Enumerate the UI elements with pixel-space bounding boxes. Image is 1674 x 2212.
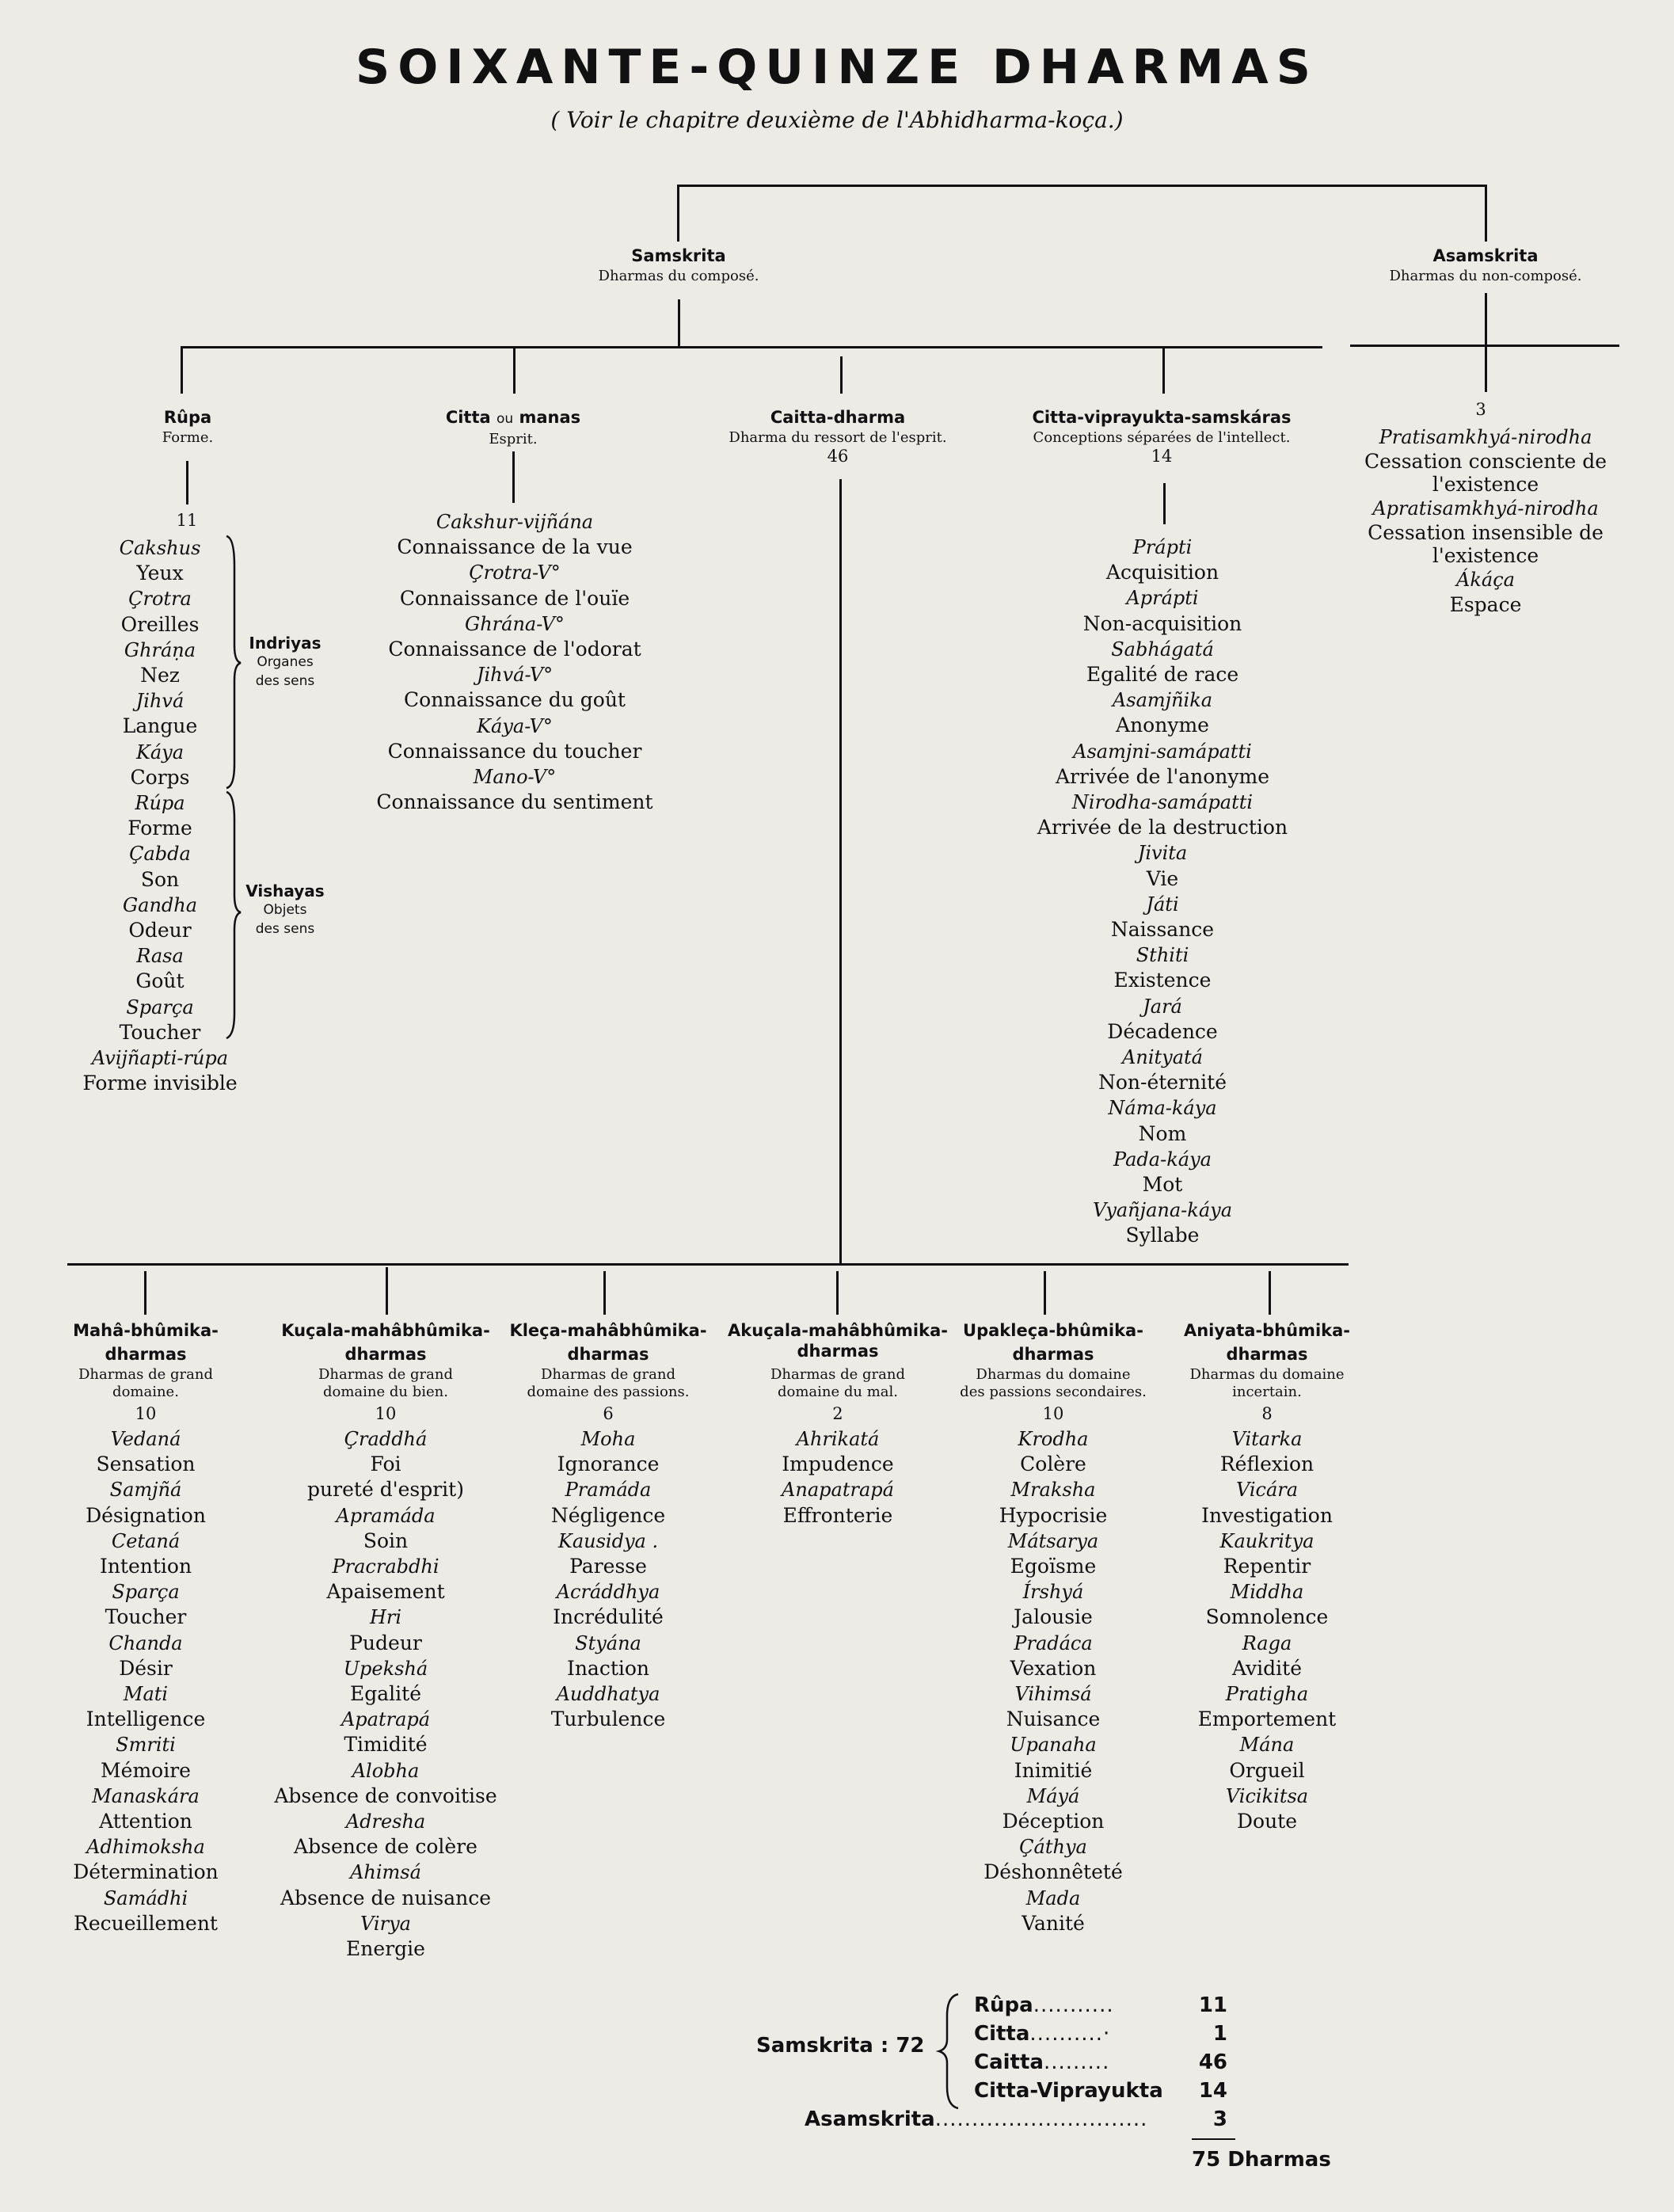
group-item-fr: Avidité xyxy=(1231,1656,1302,1680)
asamskrita-header xyxy=(1389,244,1581,285)
group-count: 10 xyxy=(135,1404,157,1423)
summary-asamskrita-value: 3 xyxy=(1212,2107,1227,2131)
group-item-sk: Vicikitsa xyxy=(1225,1784,1309,1807)
indriyas-label xyxy=(238,634,333,691)
group-name: dharmas xyxy=(567,1345,649,1364)
group-item-sk: Ahrikatá xyxy=(796,1428,880,1450)
summary-label: Rûpa xyxy=(974,1993,1033,2017)
indriyas-desc: Organes xyxy=(257,654,314,670)
summary-row xyxy=(974,2022,1227,2050)
citta-item-sk: Káya-V° xyxy=(477,714,553,737)
group-item-sk: Cetaná xyxy=(111,1529,181,1552)
group-item-fr: Impudence xyxy=(782,1452,894,1476)
group-list xyxy=(1184,1426,1350,1834)
viprayukta-item-fr: Arrivée de l'anonyme xyxy=(1055,764,1270,788)
viprayukta-item-sk: Prápti xyxy=(1132,536,1193,558)
vishayas-label xyxy=(238,881,333,938)
group-item-sk: Styána xyxy=(575,1631,641,1654)
group-item-sk: Moha xyxy=(580,1428,636,1450)
citta-name-or: ou xyxy=(496,411,514,427)
group-item-sk: Máyá xyxy=(1026,1784,1080,1807)
group-item-fr: Repentir xyxy=(1223,1555,1311,1578)
group-item-sk: Kaukritya xyxy=(1219,1529,1314,1552)
group-item-sk: Vihimsá xyxy=(1014,1683,1092,1706)
rupa-braces xyxy=(220,535,244,1041)
group-1 xyxy=(274,1319,496,1962)
group-item-sk: Çraddhá xyxy=(344,1428,428,1450)
viprayukta-item-sk: Náma-káya xyxy=(1108,1097,1217,1120)
group-name: Mahâ-bhûmika- xyxy=(73,1321,219,1340)
citta-name-manas: manas xyxy=(519,408,581,427)
group-item-fr: Inaction xyxy=(566,1656,650,1680)
rupa-desc: Forme. xyxy=(162,429,214,446)
group-list xyxy=(960,1426,1147,1936)
group-item-sk: Mada xyxy=(1025,1886,1081,1909)
group-count: 10 xyxy=(375,1404,397,1423)
group-item-fr: Déception xyxy=(1002,1810,1105,1833)
group-item-fr: Absence de nuisance xyxy=(280,1886,492,1909)
group-desc: domaine du bien. xyxy=(323,1384,448,1400)
samskrita-desc: Dharmas du composé. xyxy=(598,268,759,284)
summary-dots: ......... xyxy=(1043,2050,1110,2074)
connector-top-left xyxy=(677,185,679,242)
citta-name-main: Citta xyxy=(445,408,491,427)
summary-dots: ........... xyxy=(1033,1993,1114,2017)
group-item-fr: Emportement xyxy=(1197,1708,1337,1731)
viprayukta-item-sk: Jará xyxy=(1143,995,1182,1018)
group-item-sk: Raga xyxy=(1242,1631,1292,1654)
viprayukta-item-fr: Non-acquisition xyxy=(1082,611,1242,635)
asamskrita-item-fr: Cessation insensible de xyxy=(1368,521,1604,545)
group-item-sk: Çáthya xyxy=(1019,1836,1087,1859)
group-desc: Dharmas de grand xyxy=(318,1366,453,1383)
viprayukta-item-sk: Aprápti xyxy=(1126,587,1199,610)
group-item-fr: Mémoire xyxy=(101,1758,191,1782)
group-item-fr: Absence de convoitise xyxy=(274,1784,497,1807)
group-item-sk: Upekshá xyxy=(343,1657,428,1680)
asamskrita-item-sk: Ákáça xyxy=(1456,569,1515,592)
group-item-fr: Ignorance xyxy=(557,1452,660,1476)
group-name: Aniyata-bhûmika- xyxy=(1183,1321,1351,1340)
rupa-item-sk: Sparça xyxy=(126,996,194,1018)
asamskrita-item-fr: l'existence xyxy=(1432,544,1539,568)
group-name: dharmas xyxy=(1226,1345,1308,1364)
rupa-item-sk: Çabda xyxy=(129,843,191,866)
group-2 xyxy=(509,1319,706,1732)
connector-top-right xyxy=(1485,185,1487,242)
caitta-desc: Dharma du ressort de l'esprit. xyxy=(729,429,947,446)
group-item-fr: Négligence xyxy=(550,1503,666,1527)
group-desc: domaine des passions. xyxy=(527,1384,690,1400)
group-item-fr: Egoïsme xyxy=(1010,1555,1097,1578)
viprayukta-item-fr: Syllabe xyxy=(1125,1224,1200,1247)
group-desc: domaine. xyxy=(112,1384,179,1400)
group-count: 10 xyxy=(1042,1404,1064,1423)
group-0 xyxy=(73,1319,219,1936)
group-count: 2 xyxy=(832,1404,843,1423)
connector-group-5 xyxy=(1269,1271,1271,1315)
asamskrita-item-fr: Espace xyxy=(1449,592,1522,616)
group-item-sk: Vedaná xyxy=(110,1428,181,1450)
group-desc: domaine du mal. xyxy=(777,1384,898,1400)
group-item-sk: Acráddhya xyxy=(556,1581,660,1604)
citta-header xyxy=(446,405,580,448)
group-5 xyxy=(1184,1319,1350,1834)
group-item-sk: Virya xyxy=(360,1912,411,1935)
citta-item-sk: Ghrána-V° xyxy=(465,612,565,635)
viprayukta-name: Citta-viprayukta-samskáras xyxy=(1032,408,1292,427)
group-item-fr: Sensation xyxy=(96,1452,196,1476)
group-item-fr: Toucher xyxy=(105,1605,187,1629)
group-item-sk: Alobha xyxy=(352,1759,420,1782)
viprayukta-header xyxy=(1032,405,1291,466)
group-name: Upakleça-bhûmika- xyxy=(963,1321,1143,1340)
summary-brace xyxy=(934,1992,966,2111)
group-item-sk: Mána xyxy=(1239,1734,1295,1757)
group-item-fr: Inimitié xyxy=(1014,1758,1093,1782)
summary-row-value: 1 xyxy=(1212,2022,1227,2046)
group-item-fr: Vanité xyxy=(1022,1911,1085,1935)
summary-label: Asamskrita xyxy=(805,2107,935,2131)
citta-item-fr: Connaissance du toucher xyxy=(387,739,642,763)
group-item-sk: Hri xyxy=(369,1606,402,1629)
group-item-fr: Turbulence xyxy=(550,1708,666,1731)
rupa-item-sk: Cakshus xyxy=(119,537,201,559)
citta-desc: Esprit. xyxy=(489,431,538,447)
connector-rupa-count xyxy=(186,461,188,504)
viprayukta-item-sk: Vyañjana-káya xyxy=(1092,1199,1233,1222)
caitta-header xyxy=(729,405,946,466)
group-item-fr: Désir xyxy=(119,1656,173,1680)
asamskrita-item-sk: Pratisamkhyá-nirodha xyxy=(1379,426,1592,448)
rupa-item-sk: Jihvá xyxy=(135,690,185,713)
group-item-sk: Pratigha xyxy=(1225,1683,1309,1706)
group-item-sk: Chanda xyxy=(108,1631,183,1654)
group-item-fr: Egalité xyxy=(349,1682,421,1706)
viprayukta-list xyxy=(1037,535,1288,1249)
citta-item-sk: Çrotra-V° xyxy=(469,562,561,584)
rupa-item-fr: Forme xyxy=(127,817,192,840)
citta-list xyxy=(376,509,652,815)
group-item-fr: Désignation xyxy=(86,1503,206,1527)
connector-group-4 xyxy=(1044,1271,1046,1315)
viprayukta-item-fr: Existence xyxy=(1113,969,1212,992)
asamskrita-item-fr: Cessation consciente de xyxy=(1364,450,1607,474)
group-desc: Dharmas de grand xyxy=(78,1366,213,1383)
summary-row xyxy=(974,2079,1227,2107)
citta-item-fr: Connaissance de l'ouïe xyxy=(399,586,630,610)
viprayukta-item-sk: Játi xyxy=(1146,893,1179,916)
vishayas-name: Vishayas xyxy=(245,881,325,900)
caitta-count: 46 xyxy=(827,447,849,466)
group-name: dharmas xyxy=(344,1345,427,1364)
group-item-fr: Effronterie xyxy=(782,1503,893,1527)
group-item-sk: Krodha xyxy=(1018,1428,1089,1450)
connector-viprayukta-list xyxy=(1163,483,1166,524)
group-item-sk: Pradáca xyxy=(1014,1631,1093,1654)
group-item-fr: Hypocrisie xyxy=(999,1503,1108,1527)
group-item-sk: Middha xyxy=(1230,1581,1304,1604)
group-name: dharmas xyxy=(797,1342,879,1361)
viprayukta-count: 14 xyxy=(1151,447,1173,466)
group-item-sk: Pramáda xyxy=(565,1479,652,1502)
summary-row-value: 11 xyxy=(1198,1993,1227,2017)
asamskrita-desc: Dharmas du non-composé. xyxy=(1389,268,1582,284)
group-item-sk: Kausidya . xyxy=(557,1529,659,1552)
asamskrita-count: 3 xyxy=(1475,400,1486,419)
rupa-item-sk: Çrotra xyxy=(128,588,192,611)
group-item-fr: Recueillement xyxy=(74,1911,218,1935)
samskrita-name: Samskrita xyxy=(631,246,726,265)
viprayukta-item-sk: Jivita xyxy=(1137,842,1188,865)
group-desc: Dharmas du domaine xyxy=(1189,1366,1345,1383)
rupa-item-fr: Goût xyxy=(135,969,185,993)
group-name: dharmas xyxy=(105,1345,187,1364)
summary-dots: ............................. xyxy=(934,2107,1148,2131)
summary-dots: ..........· xyxy=(1029,2022,1111,2046)
indriyas-desc: des sens xyxy=(255,673,315,689)
viprayukta-item-fr: Acquisition xyxy=(1105,561,1219,584)
connector-group-2 xyxy=(603,1271,606,1315)
rupa-item-sk: Ghráṇa xyxy=(124,638,196,661)
group-name: Kleça-mahâbhûmika- xyxy=(509,1321,707,1340)
connector-samskrita-down xyxy=(678,299,680,347)
group-desc: Dharmas du domaine xyxy=(976,1366,1131,1383)
group-item-fr: Paresse xyxy=(569,1555,647,1578)
vishayas-desc: Objets xyxy=(263,902,307,918)
group-item-sk: Smriti xyxy=(116,1734,176,1757)
rupa-item-fr: Forme invisible xyxy=(82,1072,238,1095)
summary-asamskrita-label xyxy=(805,2107,1147,2131)
group-item-fr: Détermination xyxy=(73,1860,219,1884)
rupa-item-fr: Langue xyxy=(122,714,198,738)
group-item-fr: Apaisement xyxy=(326,1580,445,1604)
group-item-sk: Írshyá xyxy=(1022,1581,1084,1604)
viprayukta-item-fr: Décadence xyxy=(1107,1019,1218,1043)
group-list xyxy=(73,1426,219,1936)
group-item-fr: Incrédulité xyxy=(553,1605,664,1629)
citta-name xyxy=(446,405,580,431)
connector-citta-list xyxy=(512,451,515,503)
viprayukta-item-fr: Vie xyxy=(1146,866,1179,890)
rupa-item-fr: Son xyxy=(140,867,180,891)
rupa-item-sk: Gandha xyxy=(122,893,198,916)
group-item-sk: Manaskára xyxy=(92,1784,200,1807)
citta-item-fr: Connaissance de la vue xyxy=(397,535,633,559)
viprayukta-item-sk: Sabhágatá xyxy=(1111,638,1214,661)
viprayukta-item-fr: Arrivée de la destruction xyxy=(1037,816,1288,839)
summary-row-value: 46 xyxy=(1198,2050,1227,2074)
group-item-sk: Mati xyxy=(123,1683,169,1706)
citta-item-fr: Connaissance du sentiment xyxy=(376,790,653,814)
group-name: dharmas xyxy=(1012,1345,1094,1364)
viprayukta-desc: Conceptions séparées de l'intellect. xyxy=(1033,429,1291,446)
group-item-sk: Vitarka xyxy=(1231,1428,1303,1450)
connector-caitta-trunk xyxy=(839,479,842,1263)
viprayukta-item-sk: Anityatá xyxy=(1122,1046,1203,1069)
group-item-fr: pureté d'esprit) xyxy=(307,1478,464,1502)
group-3 xyxy=(728,1319,948,1529)
group-item-sk: Ahimsá xyxy=(350,1861,421,1884)
group-item-fr: Energie xyxy=(346,1937,425,1961)
caitta-name: Caitta-dharma xyxy=(770,408,906,427)
summary-label: Citta-Viprayukta xyxy=(974,2079,1163,2103)
group-item-sk: Apatrapá xyxy=(341,1708,431,1731)
viprayukta-item-fr: Nom xyxy=(1138,1121,1187,1145)
group-4 xyxy=(960,1319,1147,1936)
viprayukta-item-sk: Asamjñika xyxy=(1112,689,1213,712)
group-item-fr: Intelligence xyxy=(86,1708,206,1731)
group-count: 8 xyxy=(1261,1404,1273,1423)
connector-top-bar xyxy=(677,185,1487,187)
group-desc: incertain. xyxy=(1232,1384,1302,1400)
connector-level3-bar xyxy=(67,1263,1349,1266)
group-item-fr: Jalousie xyxy=(1014,1605,1093,1629)
connector-group-1 xyxy=(386,1267,388,1315)
group-name: Kuçala-mahâbhûmika- xyxy=(281,1321,490,1340)
rupa-item-fr: Oreilles xyxy=(120,612,200,636)
connector-rupa xyxy=(181,346,183,394)
group-item-fr: Soin xyxy=(363,1529,409,1552)
group-item-fr: Orgueil xyxy=(1229,1758,1305,1782)
rupa-item-fr: Yeux xyxy=(136,562,184,585)
group-item-sk: Auddhatya xyxy=(556,1683,660,1706)
samskrita-header xyxy=(599,244,759,285)
group-item-sk: Pracrabdhi xyxy=(332,1555,439,1578)
summary-row xyxy=(974,2050,1227,2079)
asamskrita-item-fr: l'existence xyxy=(1432,473,1539,497)
viprayukta-item-fr: Mot xyxy=(1142,1173,1183,1197)
group-item-fr: Pudeur xyxy=(349,1631,422,1654)
summary-asamskrita-row xyxy=(805,2107,1227,2136)
viprayukta-item-fr: Anonyme xyxy=(1116,714,1209,737)
rupa-item-fr: Nez xyxy=(140,664,180,687)
viprayukta-item-sk: Asamjni-samápatti xyxy=(1073,740,1252,763)
summary-total-rule xyxy=(1192,2138,1235,2140)
rupa-item-sk: Rúpa xyxy=(135,792,185,815)
viprayukta-item-sk: Sthiti xyxy=(1136,944,1189,967)
viprayukta-item-fr: Naissance xyxy=(1110,918,1215,942)
rupa-item-fr: Corps xyxy=(130,765,190,789)
group-desc: Dharmas de grand xyxy=(541,1366,675,1383)
group-list xyxy=(274,1426,496,1962)
page-subtitle: ( Voir le chapitre deuxième de l'Abhidharma-koça.) xyxy=(550,107,1124,133)
group-item-fr: Timidité xyxy=(344,1733,428,1757)
connector-citta xyxy=(513,346,516,394)
connector-asamskrita-down xyxy=(1485,293,1487,392)
group-item-sk: Vicára xyxy=(1235,1479,1299,1502)
group-item-fr: Foi xyxy=(370,1452,401,1476)
group-item-fr: Doute xyxy=(1236,1810,1298,1833)
summary-row-label xyxy=(974,1993,1114,2017)
vishayas-desc: des sens xyxy=(255,921,315,937)
summary-row xyxy=(974,1993,1227,2022)
group-item-fr: Somnolence xyxy=(1205,1605,1329,1629)
group-item-sk: Anapatrapá xyxy=(782,1479,894,1502)
viprayukta-item-fr: Egalité de race xyxy=(1086,663,1239,687)
group-desc: Dharmas de grand xyxy=(770,1366,905,1383)
connector-group-3 xyxy=(836,1271,839,1315)
summary-row-label xyxy=(974,2022,1110,2046)
group-name: Akuçala-mahâbhûmika- xyxy=(728,1321,948,1340)
group-desc: des passions secondaires. xyxy=(960,1384,1147,1400)
group-item-fr: Déshonnêteté xyxy=(983,1860,1123,1884)
summary-row-label xyxy=(974,2050,1109,2074)
group-item-sk: Samjñá xyxy=(109,1479,182,1502)
rupa-count: 11 xyxy=(176,511,198,530)
group-list xyxy=(509,1426,706,1732)
group-item-sk: Upanaha xyxy=(1010,1734,1097,1757)
group-list xyxy=(728,1426,948,1529)
group-item-fr: Absence de colère xyxy=(294,1835,477,1859)
viprayukta-item-sk: Nirodha-samápatti xyxy=(1071,791,1254,814)
group-item-fr: Vexation xyxy=(1010,1656,1097,1680)
group-item-fr: Investigation xyxy=(1201,1503,1333,1527)
indriyas-name: Indriyas xyxy=(249,634,321,653)
group-item-sk: Adresha xyxy=(345,1810,426,1833)
citta-item-sk: Cakshur-vijñána xyxy=(436,511,594,533)
citta-item-fr: Connaissance du goût xyxy=(404,688,626,712)
page-title: SOIXANTE-QUINZE DHARMAS xyxy=(356,40,1318,95)
group-item-fr: Réflexion xyxy=(1219,1452,1314,1476)
group-item-sk: Sparça xyxy=(112,1581,180,1604)
citta-item-sk: Mano-V° xyxy=(473,766,557,789)
summary-label: Caitta xyxy=(974,2050,1044,2074)
group-item-fr: Colère xyxy=(1020,1452,1086,1476)
summary-samskrita-label: Samskrita : 72 xyxy=(756,2034,925,2058)
group-count: 6 xyxy=(603,1404,614,1423)
asamskrita-item-sk: Apratisamkhyá-nirodha xyxy=(1372,497,1599,520)
group-item-sk: Mraksha xyxy=(1010,1479,1096,1502)
rupa-item-fr: Toucher xyxy=(119,1020,201,1044)
group-item-sk: Apramáda xyxy=(336,1504,436,1527)
group-item-sk: Samádhi xyxy=(103,1886,188,1909)
citta-item-sk: Jihvá-V° xyxy=(476,664,554,687)
summary-total: 75 Dharmas xyxy=(1192,2148,1331,2172)
summary-row-value: 14 xyxy=(1198,2079,1227,2103)
connector-caitta xyxy=(840,356,843,394)
viprayukta-item-sk: Pada-káya xyxy=(1113,1148,1212,1171)
connector-level2-bar xyxy=(181,346,1322,348)
rupa-item-sk: Káya xyxy=(135,741,185,763)
connector-viprayukta xyxy=(1162,346,1165,394)
summary-label: Citta xyxy=(974,2022,1030,2046)
rupa-header xyxy=(162,405,213,447)
summary-row-label xyxy=(974,2079,1163,2103)
rupa-item-fr: Odeur xyxy=(128,919,192,942)
rupa-item-sk: Rasa xyxy=(136,945,184,968)
connector-group-0 xyxy=(144,1271,146,1315)
group-item-fr: Nuisance xyxy=(1006,1708,1101,1731)
group-item-fr: Attention xyxy=(99,1810,192,1833)
rupa-name: Rûpa xyxy=(163,408,212,427)
viprayukta-item-fr: Non-éternité xyxy=(1098,1071,1227,1095)
asamskrita-name: Asamskrita xyxy=(1432,246,1539,265)
connector-asamskrita-bar xyxy=(1350,345,1619,347)
group-item-sk: Mátsarya xyxy=(1007,1529,1099,1552)
citta-item-fr: Connaissance de l'odorat xyxy=(388,638,641,661)
rupa-item-sk: Avijñapti-rúpa xyxy=(91,1047,229,1070)
group-item-sk: Adhimoksha xyxy=(86,1836,205,1859)
rupa-list xyxy=(82,535,237,1096)
group-item-fr: Intention xyxy=(99,1555,192,1578)
asamskrita-list xyxy=(1364,425,1607,616)
